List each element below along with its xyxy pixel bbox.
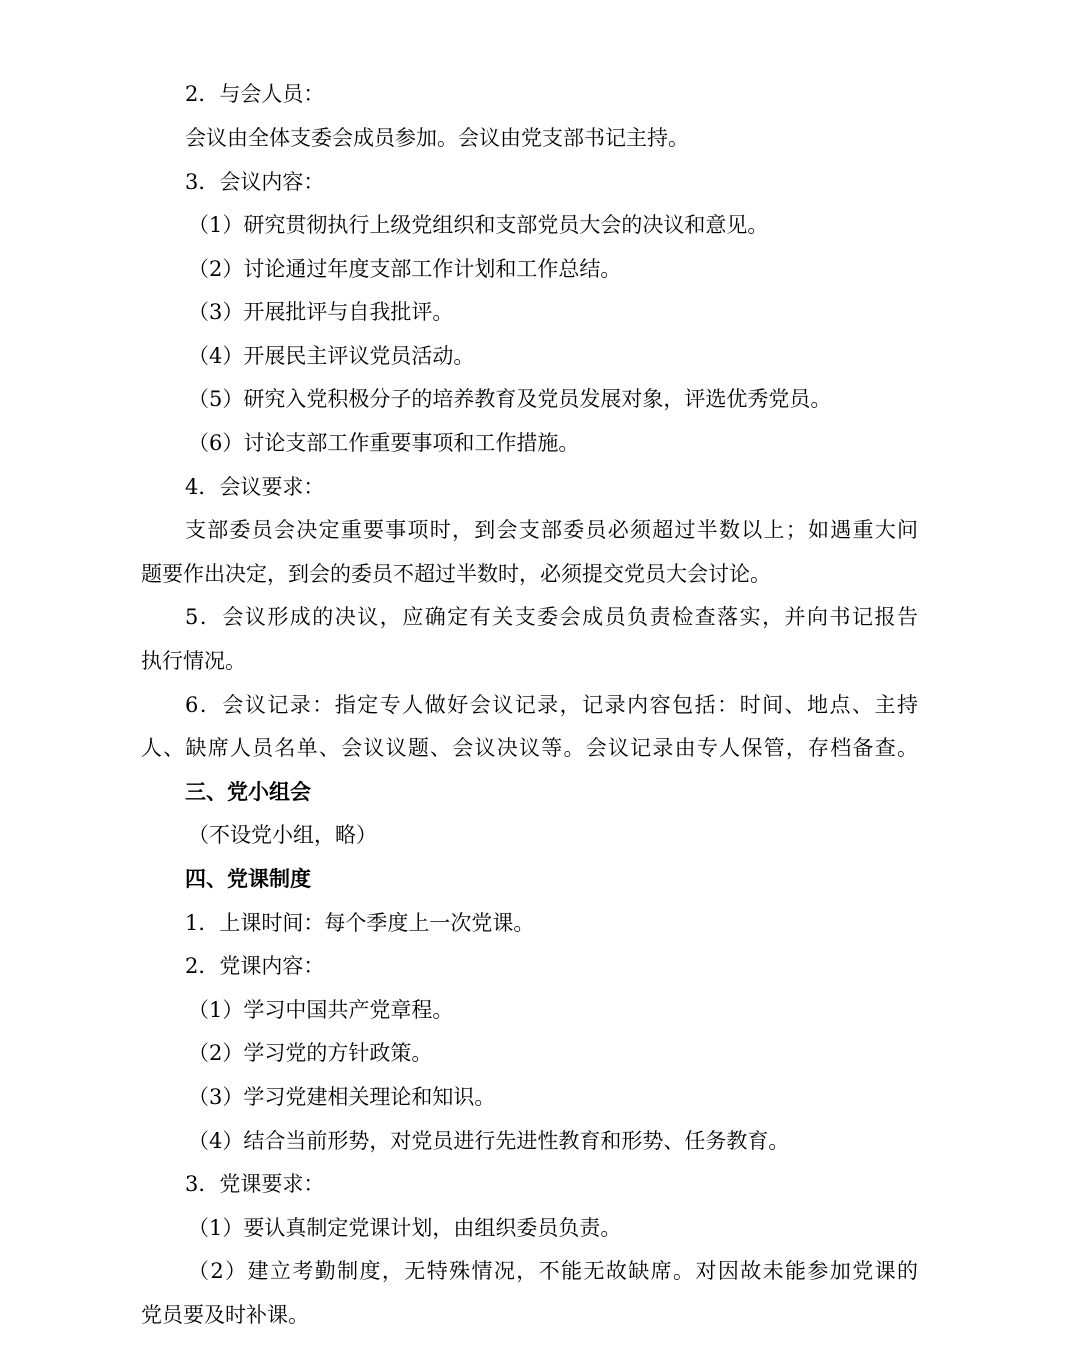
list-item: （2）学习党的方针政策。 <box>188 1041 433 1065</box>
list-item: （1）研究贯彻执行上级党组织和支部党员大会的决议和意见。 <box>188 213 769 237</box>
paragraph-line: 题要作出决定，到会的委员不超过半数时，必须提交党员大会讨论。 <box>141 562 771 586</box>
paragraph-line: 党员要及时补课。 <box>141 1303 309 1327</box>
paragraph-line: 6．会议记录：指定专人做好会议记录，记录内容包括：时间、地点、主持 <box>185 693 918 717</box>
paragraph-attendees: 会议由全体支委会成员参加。会议由党支部书记主持。 <box>185 126 689 150</box>
list-item: （1）学习中国共产党章程。 <box>188 998 454 1022</box>
paragraph: （不设党小组，略） <box>188 823 377 847</box>
list-item: （5）研究入党积极分子的培养教育及党员发展对象，评选优秀党员。 <box>188 387 832 411</box>
paragraph-line: 人、缺席人员名单、会议议题、会议决议等。会议记录由专人保管，存档备查。 <box>141 736 918 760</box>
section-heading-party-lecture: 四、党课制度 <box>185 867 311 891</box>
list-item: （2）讨论通过年度支部工作计划和工作总结。 <box>188 257 622 281</box>
list-item: （6）讨论支部工作重要事项和工作措施。 <box>188 431 580 455</box>
list-item: 3．党课要求： <box>185 1172 325 1196</box>
paragraph-line: 执行情况。 <box>141 649 246 673</box>
list-item: （4）结合当前形势，对党员进行先进性教育和形势、任务教育。 <box>188 1129 790 1153</box>
list-item: （3）开展批评与自我批评。 <box>188 300 454 324</box>
list-item-requirements-heading: 4．会议要求： <box>185 475 325 499</box>
paragraph-line: 支部委员会决定重要事项时，到会支部委员必须超过半数以上；如遇重大问 <box>185 518 918 542</box>
list-item-attendees-heading: 2．与会人员： <box>185 82 325 106</box>
paragraph-line: （2）建立考勤制度，无特殊情况，不能无故缺席。对因故未能参加党课的 <box>188 1259 918 1283</box>
list-item: 2．党课内容： <box>185 954 325 978</box>
list-item: （1）要认真制定党课计划，由组织委员负责。 <box>188 1216 622 1240</box>
list-item: （4）开展民主评议党员活动。 <box>188 344 475 368</box>
list-item-content-heading: 3．会议内容： <box>185 170 325 194</box>
paragraph-line: 5．会议形成的决议，应确定有关支委会成员负责检查落实，并向书记报告 <box>185 605 918 629</box>
list-item: 1．上课时间：每个季度上一次党课。 <box>185 911 535 935</box>
list-item: （3）学习党建相关理论和知识。 <box>188 1085 496 1109</box>
section-heading-party-group: 三、党小组会 <box>185 780 311 804</box>
